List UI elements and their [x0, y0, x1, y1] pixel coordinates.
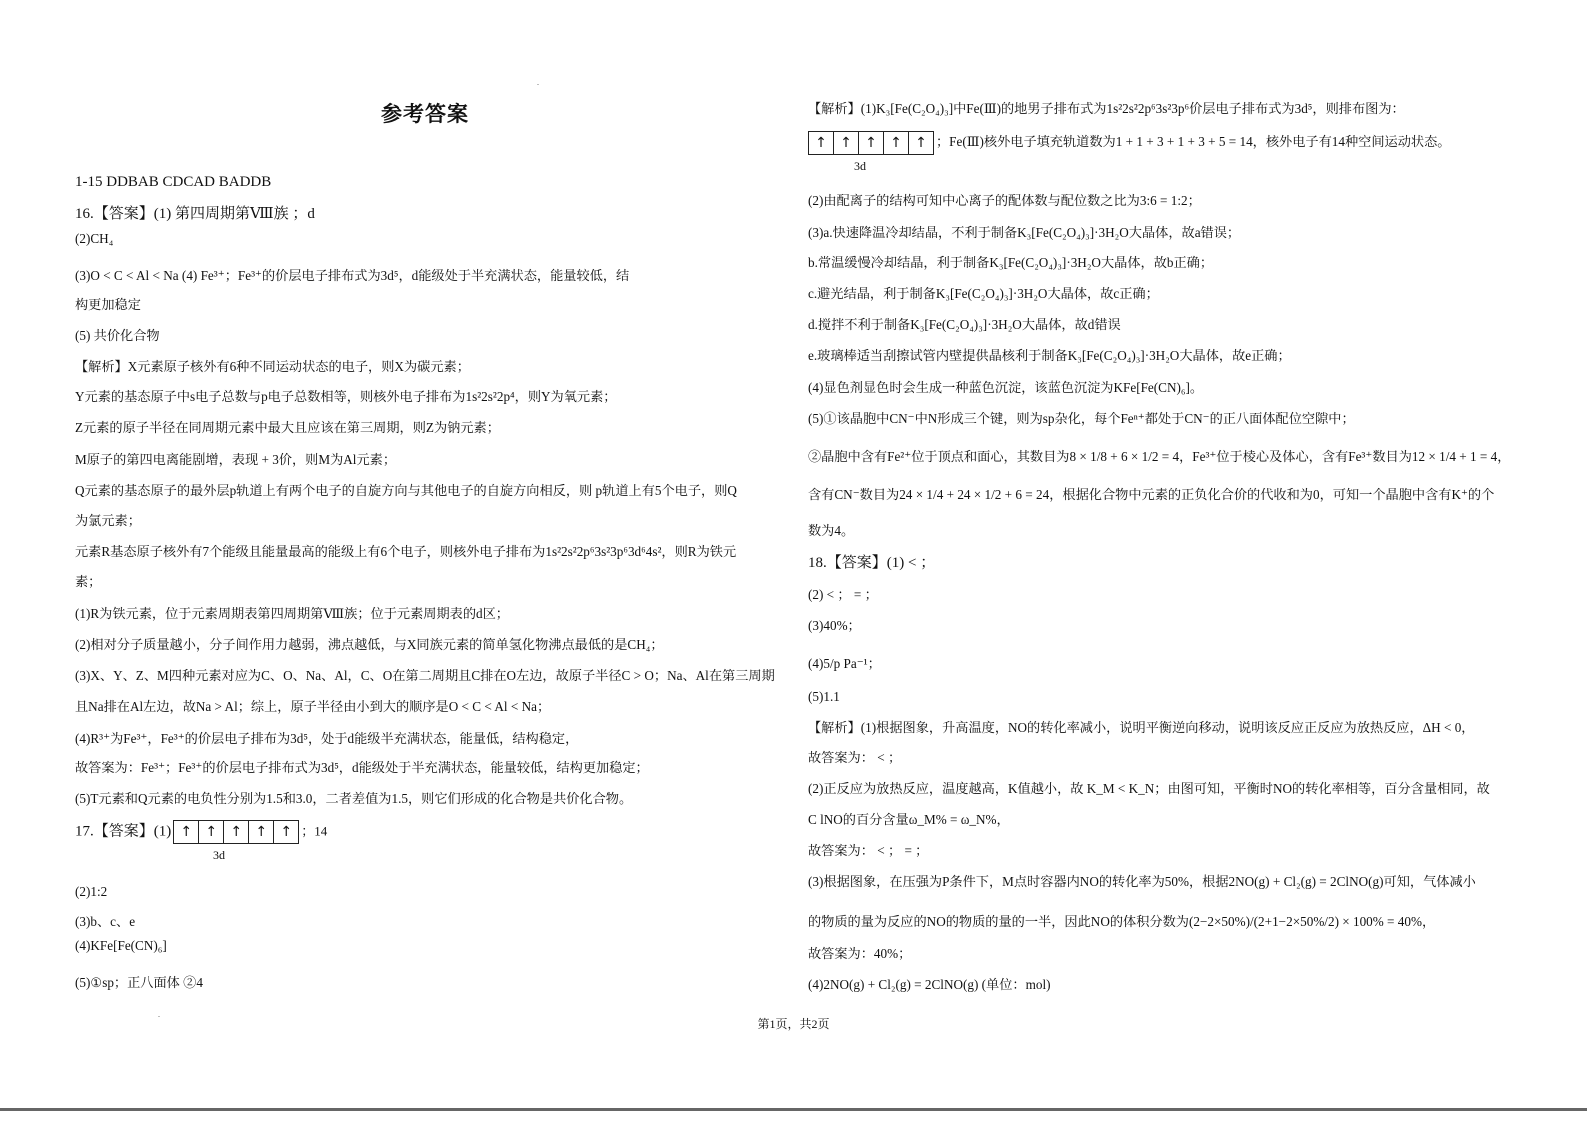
page-footer: 第1页，共2页 [757, 1017, 830, 1031]
q17-answer-line [75, 820, 327, 844]
left-line: 为氯元素； [75, 513, 141, 528]
right-line: 故答案为： < ； [808, 750, 902, 765]
right-line: ②晶胞中含有Fe²⁺位于顶点和面心，其数目为8 × 1/8 + 6 × 1/2 = 4，Fe³⁺位于棱心及体心，含有Fe³⁺数目为12 × 1/4 + 1 = 4， [808, 449, 1511, 464]
right-line: (3)a.快速降温冷却结晶，不利于制备K₃[Fe(C₂O₄)₃]·3H₂O大晶体，故a错误； [808, 225, 1241, 240]
right-line: (3)40%； [808, 618, 861, 633]
right-line: d.搅拌不利于制备K₃[Fe(C₂O₄)₃]·3H₂O大晶体，故d错误 [808, 317, 1121, 332]
right-line: 数为4。 [808, 523, 855, 538]
left-line: (1)R为铁元素，位于元素周期表第四周期第Ⅷ族；位于元素周期表的d区； [75, 606, 509, 621]
right-line: (4)2NO(g) + Cl₂(g) = 2ClNO(g) (单位：mol) [808, 977, 1051, 992]
right-line: 【解析】(1)根据图象，升高温度，NO的转化率减小，说明平衡逆向移动，说明该反应正反应为放热反应，ΔH < 0， [808, 720, 1475, 735]
left-line: (2)相对分子质量越小，分子间作用力越弱，沸点越低，与X同族元素的简单氢化物沸点最低的是CH₄； [75, 637, 664, 652]
speck-top: . [537, 78, 539, 87]
right-line: (2)由配离子的结构可知中心离子的配体数与配位数之比为3:6 = 1:2； [808, 193, 1201, 208]
left-line: (5)①sp；正八面体 ②4 [75, 975, 203, 990]
right-column [808, 0, 1511, 1000]
left-line: 故答案为：Fe³⁺；Fe³⁺的价层电子排布式为3d⁵，d能级处于半充满状态，能量较低，结构更加稳定； [75, 760, 649, 775]
right-line: (5)1.1 [808, 689, 840, 704]
orbital-arrow: ↑ [859, 132, 884, 154]
right-line: c.避光结晶，利于制备K₃[Fe(C₂O₄)₃]·3H₂O大晶体，故c正确； [808, 286, 1159, 301]
left-line: Z元素的原子半径在同周期元素中最大且应该在第三周期，则Z为钠元素； [75, 420, 500, 435]
orbital-arrow: ↑ [280, 824, 293, 840]
orbital-arrow: ↑ [809, 132, 834, 154]
orbital-arrow: ↑ [884, 132, 909, 154]
left-line: M原子的第四电离能剧增，表现 + 3价，则M为Al元素； [75, 452, 397, 467]
left-line: Q元素的基态原子的最外层p轨道上有两个电子的自旋方向与其他电子的自旋方向相反，则 p轨道上有5个电子，则Q [75, 483, 737, 498]
left-line: 素； [75, 574, 102, 589]
right-line: 含有CN⁻数目为24 × 1/4 + 24 × 1/2 + 6 = 24，根据化合物中元素的正负化合价的代收和为0，可知一个晶胞中含有K⁺的个 [808, 487, 1495, 502]
right-orbital-diagram [808, 131, 934, 155]
right-line: e.玻璃棒适当刮擦试管内壁提供晶核利于制备K₃[Fe(C₂O₄)₃]·3H₂O大晶体，故e正确； [808, 348, 1291, 363]
left-line: (2)CH₄ [75, 231, 114, 246]
q17-orbital-label: 3d [213, 848, 225, 862]
left-line: (4)R³⁺为Fe³⁺，Fe³⁺的价层电子排布为3d⁵，处于d能级半充满状态，能量低，结构稳定， [75, 731, 579, 746]
right-line: C lNO的百分含量ω_M% = ω_N%， [808, 812, 1010, 827]
right-line: (4)显色剂显色时会生成一种蓝色沉淀，该蓝色沉淀为KFe[Fe(CN)₆]。 [808, 380, 1204, 395]
left-line: 【解析】X元素原子核外有6种不同运动状态的电子，则X为碳元素； [75, 359, 470, 374]
left-line: (3)O < C < Al < Na (4) Fe³⁺；Fe³⁺的价层电子排布式为3d⁵，d能级处于半充满状态，能量较低，结 [75, 268, 630, 283]
page-title: 参考答案 [381, 102, 469, 126]
left-line: (2)1:2 [75, 884, 108, 899]
orbital-arrow: ↑ [174, 821, 199, 843]
right-orbital-line [808, 131, 1451, 155]
left-line: 16.【答案】(1) 第四周期第Ⅷ族 ；d [75, 206, 315, 222]
left-line: (3)b、c、e [75, 914, 136, 929]
left-line: (5) 共价化合物 [75, 328, 160, 343]
left-column [75, 0, 775, 1000]
orbital-arrow: ↑ [834, 132, 859, 154]
left-line: Y元素的基态原子中s电子总数与p电子总数相等，则核外电子排布为1s²2s²2p⁴，则Y为氧元素； [75, 389, 617, 404]
right-line: (2) < ； = ； [808, 587, 878, 602]
right-line: 18.【答案】(1) < ； [808, 555, 936, 571]
left-line: (4)KFe[Fe(CN)₆] [75, 938, 167, 953]
left-line: (5)T元素和Q元素的电负性分别为1.5和3.0，二者差值为1.5，则它们形成的化合物是共价化合物。 [75, 791, 633, 806]
left-line: 元素R基态原子核外有7个能级且能量最高的能级上有6个电子，则核外电子排布为1s²2s²2p⁶3s²3p⁶3d⁶4s²，则R为铁元 [75, 544, 737, 559]
orbital-arrow: ↑ [915, 135, 927, 151]
left-line: (3)X、Y、Z、M四种元素对应为C、O、Na、Al，C、O在第二周期且C排在O左边，故原子半径C > O；Na、Al在第三周期 [75, 668, 775, 683]
right-line: 的物质的量为反应的NO的物质的量的一半，因此NO的体积分数为(2−2×50%)/(2+1−2×50%/2) × 100% = 40%， [808, 914, 1436, 929]
q17-orbital-diagram [173, 820, 299, 844]
orbital-arrow: ↑ [224, 821, 249, 843]
right-line: 故答案为：40%； [808, 946, 912, 961]
left-line: 构更加稳定 [75, 297, 141, 312]
right-line: (4)5/p Pa⁻¹； [808, 656, 881, 671]
left-line: 且Na排在Al左边，故Na > Al；综上，原子半径由小到大的顺序是O < C < Al < Na； [75, 699, 551, 714]
right-line: 【解析】(1)K₃[Fe(C₂O₄)₃]中Fe(Ⅲ)的地男子排布式为1s²2s²2p⁶3s²3p⁶价层电子排布式为3d⁵，则排布图为： [808, 101, 1405, 116]
left-line: 1-15 DDBAB CDCAD BADDB [75, 174, 272, 190]
right-orbital-suffix: ；Fe(Ⅲ)核外电子填充轨道数为1 + 1 + 3 + 1 + 3 + 5 = 14，核外电子有14种空间运动状态。 [936, 134, 1451, 150]
right-line: 故答案为： < ； = ； [808, 843, 929, 858]
right-line: (3)根据图象，在压强为P条件下，M点时容器内NO的转化率为50%，根据2NO(g) + Cl₂(g) = 2ClNO(g)可知，气体减小 [808, 874, 1476, 889]
orbital-arrow: ↑ [199, 821, 224, 843]
right-line: (5)①该晶胞中CN⁻中N形成三个键，则为sp杂化，每个Feⁿ⁺都处于CN⁻的正八面体配位空隙中； [808, 411, 1355, 426]
right-orbital-label: 3d [854, 159, 866, 173]
orbital-arrow: ↑ [249, 821, 274, 843]
right-line: (2)正反应为放热反应，温度越高，K值越小，故 K_M < K_N；由图可知，平衡时NO的转化率相等，百分含量相同，故 [808, 781, 1490, 796]
bottom-rule [0, 1108, 1587, 1111]
right-line: b.常温缓慢冷却结晶，利于制备K₃[Fe(C₂O₄)₃]·3H₂O大晶体，故b正确； [808, 255, 1214, 270]
q17-suffix: ；14 [301, 823, 328, 839]
speck-bottom: . [158, 1010, 160, 1019]
q17-prefix: 17.【答案】(1) [75, 823, 172, 840]
